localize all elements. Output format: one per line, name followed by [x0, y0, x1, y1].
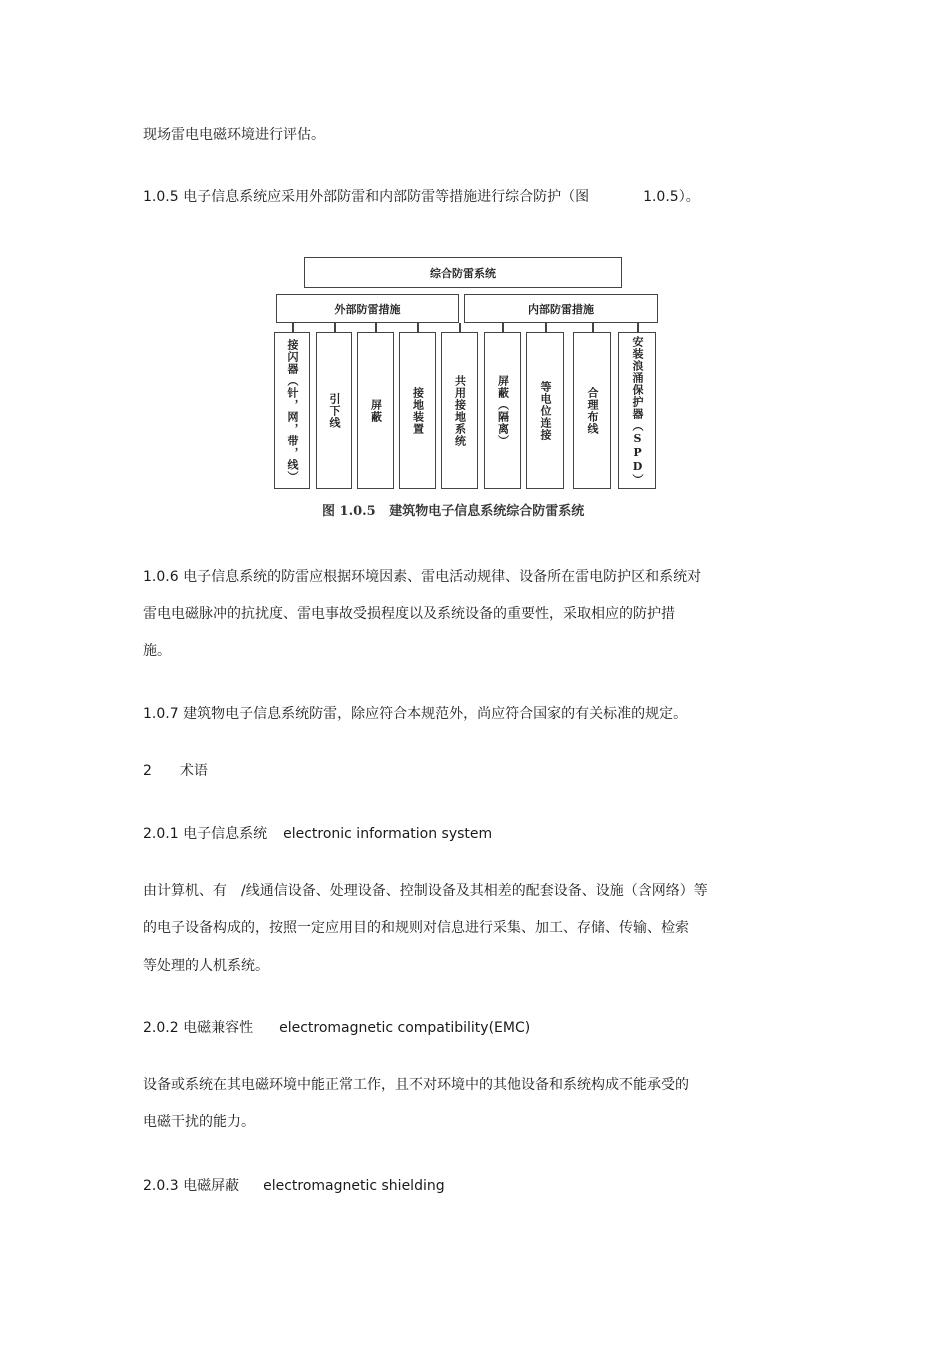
connector	[375, 323, 377, 332]
leaf-shielding-isolation-label: 屏蔽（隔离）	[496, 374, 510, 447]
clause-1-0-5-text: 1.0.5 电子信息系统应采用外部防雷和内部防雷等措施进行综合防护（图	[143, 189, 590, 205]
leaf-shielding-isolation	[484, 332, 521, 489]
diagram-external-label: 外部防雷措施	[334, 302, 401, 316]
leaf-grounding-device	[399, 332, 436, 489]
definition-2-0-2-line-1: 设备或系统在其电磁环境中能正常工作，且不对环境中的其他设备和系统构成不能承受的	[143, 1077, 689, 1093]
leaf-down-conductor	[316, 332, 352, 489]
clause-1-0-6-line-1: 1.0.6 电子信息系统的防雷应根据环境因素、雷电活动规律、设备所在雷电防护区和系统对	[143, 569, 702, 585]
connector	[292, 323, 294, 332]
section-number: 2	[143, 763, 152, 779]
diagram-root-box	[304, 257, 622, 288]
clause-1-0-6-line-2: 雷电电磁脉冲的抗扰度、雷电事故受损程度以及系统设备的重要性，采取相应的防护措	[143, 606, 675, 622]
term-2-0-3-en: electromagnetic shielding	[263, 1178, 445, 1194]
clause-1-0-5	[143, 188, 700, 206]
connector	[459, 323, 461, 332]
leaf-grounding-device-label: 接地装置	[411, 386, 425, 435]
definition-2-0-1-part-a: 由计算机、有	[143, 883, 227, 899]
diagram-internal-label: 内部防雷措施	[528, 302, 594, 316]
figure-caption: 图 1.0.5 建筑物电子信息系统综合防雷系统	[322, 504, 585, 519]
leaf-shielding-label: 屏蔽	[369, 398, 383, 423]
term-2-0-2-en: electromagnetic compatibility(EMC)	[279, 1020, 531, 1036]
term-2-0-2	[143, 1019, 530, 1037]
leaf-down-conductor-label: 引下线	[328, 392, 341, 429]
connector	[334, 323, 336, 332]
definition-2-0-1-line-3: 等处理的人机系统。	[143, 958, 269, 974]
definition-2-0-1-part-b: /线通信设备、处理设备、控制设备及其相差的配套设备、设施（含网络）等	[241, 883, 708, 899]
connector	[417, 323, 419, 332]
section-title: 术语	[179, 763, 208, 779]
diagram-root-label: 综合防雷系统	[430, 266, 496, 280]
definition-2-0-2-line-2: 电磁干扰的能力。	[143, 1114, 255, 1130]
term-2-0-1	[143, 825, 492, 843]
term-2-0-2-cn: 2.0.2 电磁兼容性	[143, 1020, 254, 1036]
leaf-spd-label: 安装浪涌保护器（SPD）	[631, 335, 644, 486]
clause-1-0-7: 1.0.7 建筑物电子信息系统防雷，除应符合本规范外，尚应符合国家的有关标准的规定。	[143, 706, 688, 722]
connector	[502, 323, 504, 332]
leaf-equipotential-bonding-label: 等电位连接	[539, 380, 552, 441]
leaf-air-terminal	[274, 332, 310, 489]
figure-reference: 1.0.5）。	[643, 189, 700, 205]
diagram-external-box	[276, 294, 459, 323]
leaf-shielding	[357, 332, 394, 489]
connector	[592, 323, 594, 332]
leaf-rational-wiring	[573, 332, 611, 489]
lightning-protection-diagram	[266, 252, 666, 532]
leaf-common-grounding	[441, 332, 478, 489]
term-2-0-1-en: electronic information system	[283, 826, 493, 842]
leaf-equipotential-bonding	[526, 332, 564, 489]
clause-1-0-6-line-3: 施。	[143, 643, 171, 659]
connector	[637, 323, 639, 332]
definition-2-0-1-line-1	[143, 882, 708, 900]
leaf-air-terminal-label: 接闪器（针，网，带，线）	[286, 338, 299, 483]
leaf-rational-wiring-label: 合理布线	[586, 386, 599, 435]
leaf-spd	[618, 332, 656, 489]
term-2-0-1-cn: 2.0.1 电子信息系统	[143, 826, 268, 842]
term-2-0-3-cn: 2.0.3 电磁屏蔽	[143, 1178, 240, 1194]
paragraph-continuation: 现场雷电电磁环境进行评估。	[143, 127, 325, 143]
leaf-common-grounding-label: 共用接地系统	[453, 374, 467, 447]
definition-2-0-1-line-2: 的电子设备构成的，按照一定应用目的和规则对信息进行采集、加工、存储、传输、检索	[143, 920, 689, 936]
diagram-internal-box	[464, 294, 658, 323]
connector	[545, 323, 547, 332]
term-2-0-3	[143, 1177, 445, 1195]
section-2-heading	[143, 762, 208, 780]
